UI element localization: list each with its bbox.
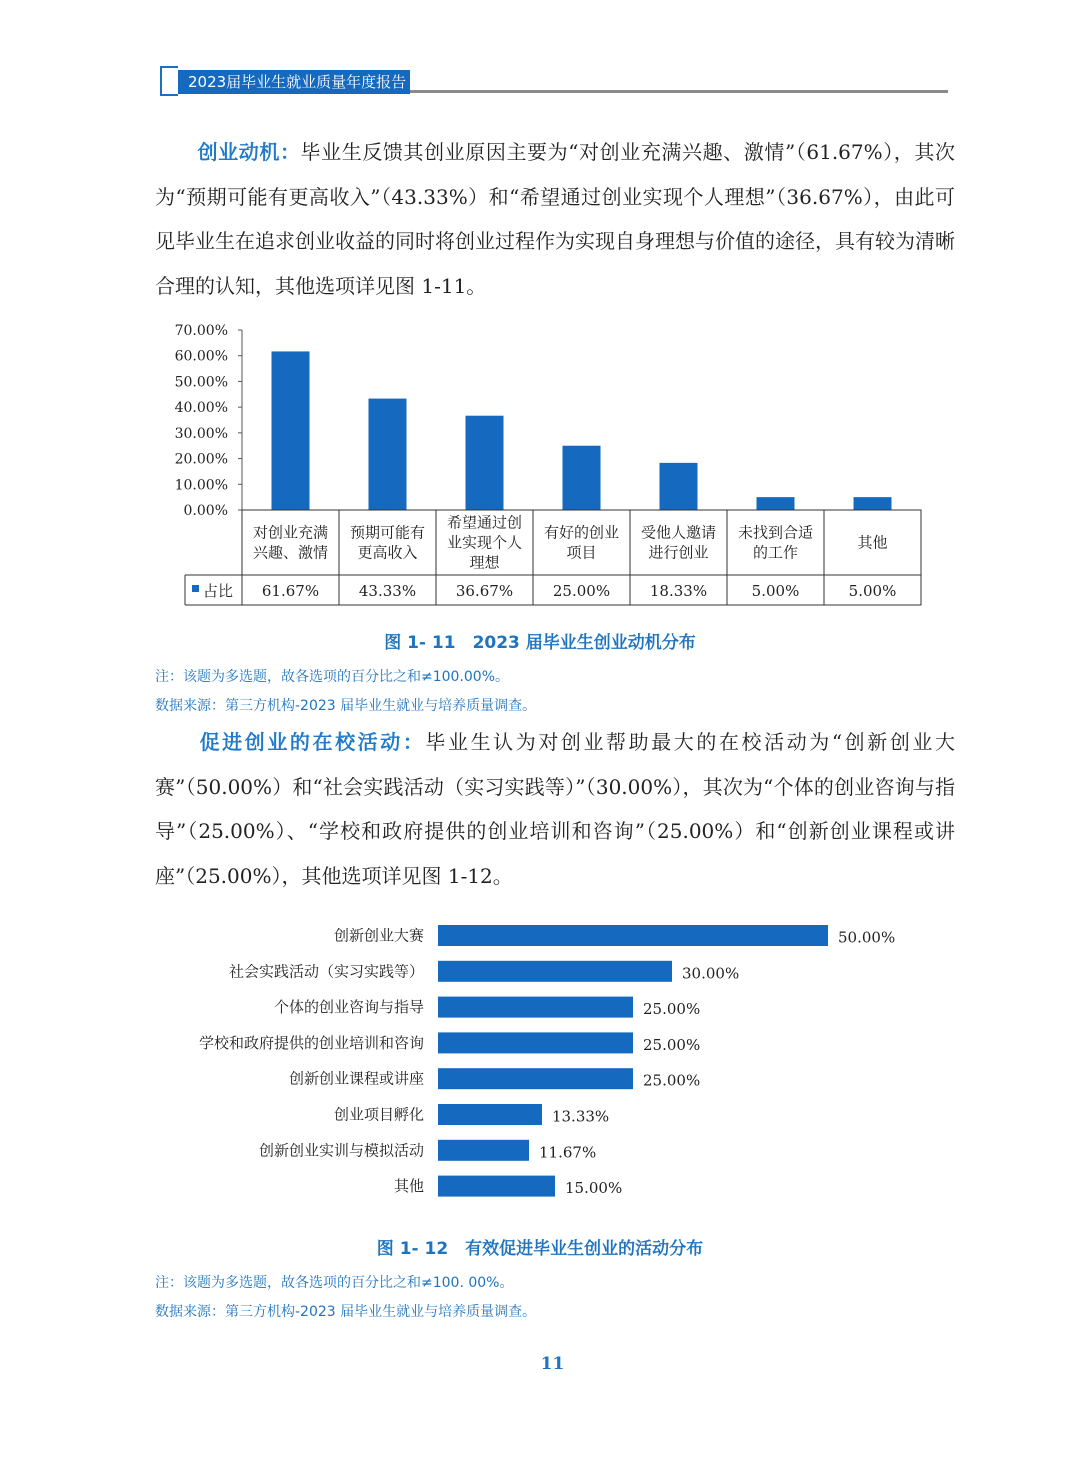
bar bbox=[438, 1140, 529, 1161]
bar bbox=[438, 997, 633, 1018]
data-label: 25.00% bbox=[643, 1071, 701, 1090]
data-label: 50.00% bbox=[838, 928, 896, 947]
y-tick-label: 10.00% bbox=[174, 477, 228, 494]
bar bbox=[563, 446, 601, 510]
y-tick-label: 0.00% bbox=[183, 503, 228, 519]
data-label: 25.00% bbox=[643, 1035, 701, 1054]
data-label: 30.00% bbox=[682, 964, 740, 983]
bar bbox=[466, 416, 504, 510]
data-label: 15.00% bbox=[565, 1179, 623, 1198]
paragraph-startup-motivation bbox=[155, 130, 955, 308]
figure-1-11-note: 注：该题为多选题，故各选项的百分比之和≠100.00%。 bbox=[155, 669, 510, 685]
category-label: 项目 bbox=[566, 543, 597, 562]
y-tick-label: 40.00% bbox=[174, 400, 228, 417]
bar bbox=[438, 961, 672, 982]
figure-1-11-caption: 图 1- 11 2023 届毕业生创业动机分布 bbox=[384, 633, 696, 653]
data-label: 5.00% bbox=[751, 582, 800, 600]
legend-swatch bbox=[192, 585, 199, 592]
bar bbox=[438, 925, 828, 946]
figure-1-12-source: 数据来源：第三方机构-2023 届毕业生就业与培养质量调查。 bbox=[155, 1304, 537, 1320]
category-label: 学校和政府提供的创业培训和咨询 bbox=[198, 1033, 424, 1052]
paragraph-text: 毕业生认为对创业帮助最大的在校活动为“创新创业大赛”（50.00%）和“社会实践活动（实习实践等）”（30.00%），其次为“个体的创业咨询与指导”（25.00%）、“学校和政府提供的创业培训和咨询”（25.00%）和“创新创业课程或讲座”（25.00%），其他选项详见图 1-12。 bbox=[155, 730, 956, 888]
bar bbox=[272, 351, 310, 510]
data-label: 18.33% bbox=[649, 582, 708, 600]
data-label: 11.67% bbox=[539, 1143, 597, 1162]
motivation-bar-chart bbox=[150, 315, 940, 610]
category-label: 有好的创业 bbox=[543, 523, 620, 542]
legend-label: 占比 bbox=[203, 582, 234, 600]
category-label: 受他人邀请 bbox=[640, 523, 717, 542]
category-label: 创新创业实训与模拟活动 bbox=[258, 1141, 424, 1160]
bar bbox=[660, 463, 698, 510]
category-label: 创新创业大赛 bbox=[333, 926, 424, 945]
category-label: 更高收入 bbox=[357, 543, 418, 562]
bar bbox=[854, 497, 892, 510]
bar bbox=[438, 1176, 555, 1197]
figure-1-11-source: 数据来源：第三方机构-2023 届毕业生就业与培养质量调查。 bbox=[155, 698, 537, 714]
data-label: 25.00% bbox=[552, 582, 611, 600]
y-tick-label: 60.00% bbox=[174, 348, 228, 365]
category-label: 预期可能有 bbox=[349, 523, 426, 542]
page-number: 11 bbox=[540, 1354, 565, 1374]
category-label: 个体的创业咨询与指导 bbox=[273, 998, 424, 1017]
header-rule bbox=[410, 90, 948, 93]
paragraph-lead: 促进创业的在校活动： bbox=[197, 730, 426, 754]
bar bbox=[438, 1032, 633, 1053]
y-tick-label: 30.00% bbox=[174, 425, 228, 442]
paragraph-campus-activities bbox=[155, 720, 955, 898]
data-label: 13.33% bbox=[551, 1107, 610, 1126]
category-label: 创业项目孵化 bbox=[333, 1105, 424, 1124]
category-label: 创新创业课程或讲座 bbox=[288, 1069, 424, 1088]
y-tick-label: 70.00% bbox=[174, 323, 228, 339]
figure-1-12-caption: 图 1- 12 有效促进毕业生创业的活动分布 bbox=[376, 1239, 704, 1259]
category-label: 兴趣、激情 bbox=[252, 543, 329, 562]
paragraph-lead: 创业动机： bbox=[197, 140, 301, 164]
activities-bar-chart bbox=[150, 915, 930, 1205]
paragraph-text: 毕业生反馈其创业原因主要为“对创业充满兴趣、激情”（61.67%），其次为“预期可能有更高收入”（43.33%）和“希望通过创业实现个人理想”（36.67%），由此可见毕业生在追求创业收益的同时将创业过程作为实现自身理想与价值的途径，具有较为清晰合理的认知，其他选项详见图 1-11。 bbox=[155, 140, 955, 298]
bar bbox=[438, 1104, 542, 1125]
category-label: 理想 bbox=[469, 553, 500, 572]
category-label: 其他 bbox=[857, 533, 888, 552]
y-tick-label: 50.00% bbox=[174, 374, 228, 391]
category-label: 社会实践活动（实习实践等） bbox=[228, 962, 424, 981]
bar bbox=[757, 497, 795, 510]
data-label: 43.33% bbox=[358, 582, 417, 600]
category-label: 未找到合适 bbox=[737, 523, 814, 542]
category-label: 希望通过创 bbox=[446, 513, 523, 532]
bar bbox=[438, 1068, 633, 1089]
category-label: 其他 bbox=[393, 1177, 424, 1196]
data-label: 36.67% bbox=[455, 582, 514, 600]
report-title: 2023届毕业生就业质量年度报告 bbox=[178, 70, 410, 94]
data-label: 5.00% bbox=[848, 582, 897, 600]
figure-1-12-note: 注：该题为多选题，故各选项的百分比之和≠100. 00%。 bbox=[155, 1275, 514, 1291]
bar bbox=[369, 399, 407, 510]
data-label: 61.67% bbox=[261, 582, 320, 600]
category-label: 业实现个人 bbox=[446, 533, 523, 552]
category-label: 的工作 bbox=[752, 543, 799, 562]
y-tick-label: 20.00% bbox=[174, 451, 228, 468]
data-label: 25.00% bbox=[643, 1000, 701, 1019]
header-frame bbox=[160, 66, 178, 96]
category-label: 进行创业 bbox=[648, 543, 709, 562]
category-label: 对创业充满 bbox=[252, 523, 329, 542]
